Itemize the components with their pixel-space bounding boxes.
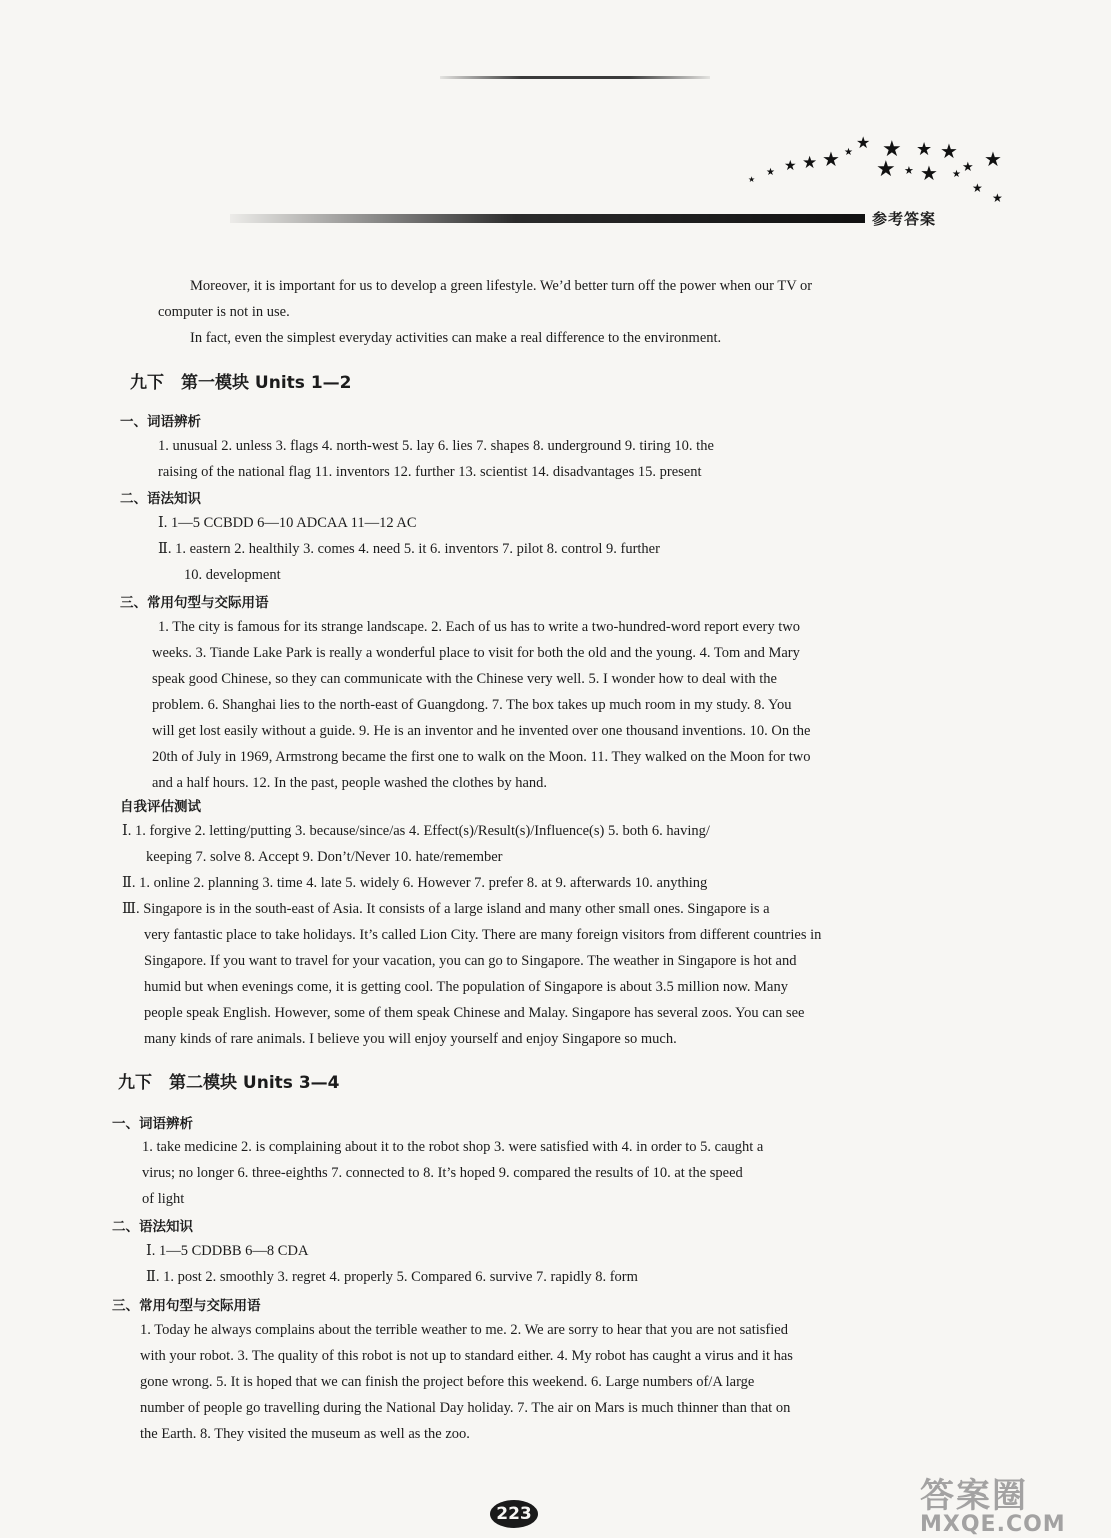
text-line: the Earth. 8. They visited the museum as well as the zoo. xyxy=(140,1426,470,1442)
text-line: Moreover, it is important for us to develop a green lifestyle. We’d better turn off the power when our TV or xyxy=(190,278,813,294)
text-line: people speak English. However, some of them speak Chinese and Malay. Singapore has several zoos. You can see xyxy=(144,1005,805,1021)
text-line: very fantastic place to take holidays. It’s called Lion City. There are many foreign visitors from different countries in xyxy=(144,927,822,943)
star-icon: ★ xyxy=(904,165,914,177)
text-line: Ⅲ. Singapore is in the south-east of Asia. It consists of a large island and many other small ones. Singapore is a xyxy=(122,901,770,917)
star-icon: ★ xyxy=(784,159,797,174)
module1-section1-body xyxy=(158,433,714,485)
text-line: 10. development xyxy=(184,567,281,583)
header-rule xyxy=(230,214,865,223)
text-line: humid but when evenings come, it is getting cool. The population of Singapore is about 3.5 million now. Many xyxy=(144,979,788,995)
module2-section1-heading: 一、词语辨析 xyxy=(112,1116,193,1132)
star-icon: ★ xyxy=(916,139,933,159)
text-line: Ⅰ. 1—5 CCBDD 6—10 ADCAA 11—12 AC xyxy=(158,515,417,531)
text-line: problem. 6. Shanghai lies to the north-east of Guangdong. 7. The box takes up much room in my study. 8. You xyxy=(152,697,792,713)
intro-paragraph xyxy=(158,273,812,351)
text-line: 1. unusual 2. unless 3. flags 4. north-west 5. lay 6. lies 7. shapes 8. underground 9. tiring 10. the xyxy=(158,438,714,454)
text-line: number of people go travelling during the National Day holiday. 7. The air on Mars is much thinner than that on xyxy=(140,1400,791,1416)
star-icon: ★ xyxy=(876,156,896,181)
star-icon: ★ xyxy=(984,149,1002,171)
text-line: raising of the national flag 11. inventors 12. further 13. scientist 14. disadvantages 15. present xyxy=(158,464,702,480)
text-line: 1. Today he always complains about the terrible weather to me. 2. We are sorry to hear that you are not satisfied xyxy=(140,1322,788,1338)
module2-section2-heading: 二、语法知识 xyxy=(112,1219,193,1235)
module1-section2-body xyxy=(158,510,660,588)
text-line: Ⅰ. 1. forgive 2. letting/putting 3. because/since/as 4. Effect(s)/Result(s)/Influence(s) 5. both 6. having/ xyxy=(122,823,710,839)
text-line: keeping 7. solve 8. Accept 9. Don’t/Never 10. hate/remember xyxy=(146,849,503,865)
text-line: 1. The city is famous for its strange landscape. 2. Each of us has to write a two-hundred-word report every two xyxy=(158,619,800,635)
text-line: virus; no longer 6. three-eighths 7. connected to 8. It’s hoped 9. compared the results of 10. at the speed xyxy=(142,1165,743,1181)
star-icon: ★ xyxy=(822,149,840,171)
star-icon: ★ xyxy=(940,141,958,163)
text-line: Ⅱ. 1. online 2. planning 3. time 4. late 5. widely 6. However 7. prefer 8. at 9. afterwards 10. anything xyxy=(122,875,708,891)
text-line: of light xyxy=(142,1191,185,1207)
watermark-logo: 答案圈 xyxy=(920,1476,1028,1516)
star-icon: ★ xyxy=(962,159,974,174)
module1-section4-body xyxy=(122,818,821,1052)
module1-section3-body xyxy=(152,614,810,796)
star-icon: ★ xyxy=(920,163,938,185)
star-icon: ★ xyxy=(766,167,775,178)
text-line: 20th of July in 1969, Armstrong became the first one to walk on the Moon. 11. They walked on the Moon for two xyxy=(152,749,811,765)
module2-section3-heading: 三、常用句型与交际用语 xyxy=(112,1298,261,1314)
module2-section2-body xyxy=(146,1238,638,1290)
star-icon: ★ xyxy=(844,147,853,158)
star-icon: ★ xyxy=(882,136,902,161)
module2-title: 九下 第二模块 Units 3—4 xyxy=(118,1073,340,1093)
module1-section2-heading: 二、语法知识 xyxy=(120,491,201,507)
star-icon: ★ xyxy=(802,153,818,172)
text-line: with your robot. 3. The quality of this robot is not up to standard either. 4. My robot has caught a virus and it has xyxy=(140,1348,793,1364)
watermark-url: MXQE.COM xyxy=(920,1512,1066,1537)
module1-section1-heading: 一、词语辨析 xyxy=(120,414,201,430)
module1-section4-heading: 自我评估测试 xyxy=(120,799,201,815)
star-icon: ★ xyxy=(748,175,756,184)
module2-section3-body xyxy=(140,1317,793,1447)
module1-section3-heading: 三、常用句型与交际用语 xyxy=(120,595,269,611)
text-line: In fact, even the simplest everyday activities can make a real difference to the environment. xyxy=(190,330,722,346)
module2-section1-body xyxy=(142,1134,763,1212)
module1-title: 九下 第一模块 Units 1—2 xyxy=(130,373,352,393)
header-title: 参考答案 xyxy=(872,210,937,228)
text-line: Ⅰ. 1—5 CDDBB 6—8 CDA xyxy=(146,1243,309,1259)
text-line: Ⅱ. 1. post 2. smoothly 3. regret 4. properly 5. Compared 6. survive 7. rapidly 8. form xyxy=(146,1269,638,1285)
star-icon: ★ xyxy=(972,181,983,195)
text-line: will get lost easily without a guide. 9. He is an inventor and he invented over one thousand inventions. 10. On the xyxy=(152,723,811,739)
star-icon: ★ xyxy=(952,169,961,180)
text-line: computer is not in use. xyxy=(158,304,290,320)
text-line: Singapore. If you want to travel for your vacation, you can go to Singapore. The weather in Singapore is hot and xyxy=(144,953,797,969)
star-icon: ★ xyxy=(992,191,1003,205)
text-line: and a half hours. 12. In the past, people washed the clothes by hand. xyxy=(152,775,548,791)
star-icon: ★ xyxy=(856,135,871,152)
text-line: Ⅱ. 1. eastern 2. healthily 3. comes 4. need 5. it 6. inventors 7. pilot 8. control 9. further xyxy=(158,541,660,557)
text-line: gone wrong. 5. It is hoped that we can finish the project before this weekend. 6. Large numbers of/A large xyxy=(140,1374,755,1390)
top-decorative-line xyxy=(440,76,710,79)
text-line: 1. take medicine 2. is complaining about it to the robot shop 3. were satisfied with 4. in order to 5. caught a xyxy=(142,1139,764,1155)
page-number: 223 xyxy=(490,1500,538,1528)
text-line: speak good Chinese, so they can communicate with the Chinese very well. 5. I wonder how to deal with the xyxy=(152,671,777,687)
watermark xyxy=(920,1476,1105,1537)
text-line: weeks. 3. Tiande Lake Park is really a wonderful place to visit for both the old and the young. 4. Tom and Mary xyxy=(152,645,800,661)
text-line: many kinds of rare animals. I believe you will enjoy yourself and enjoy Singapore so much. xyxy=(144,1031,677,1047)
